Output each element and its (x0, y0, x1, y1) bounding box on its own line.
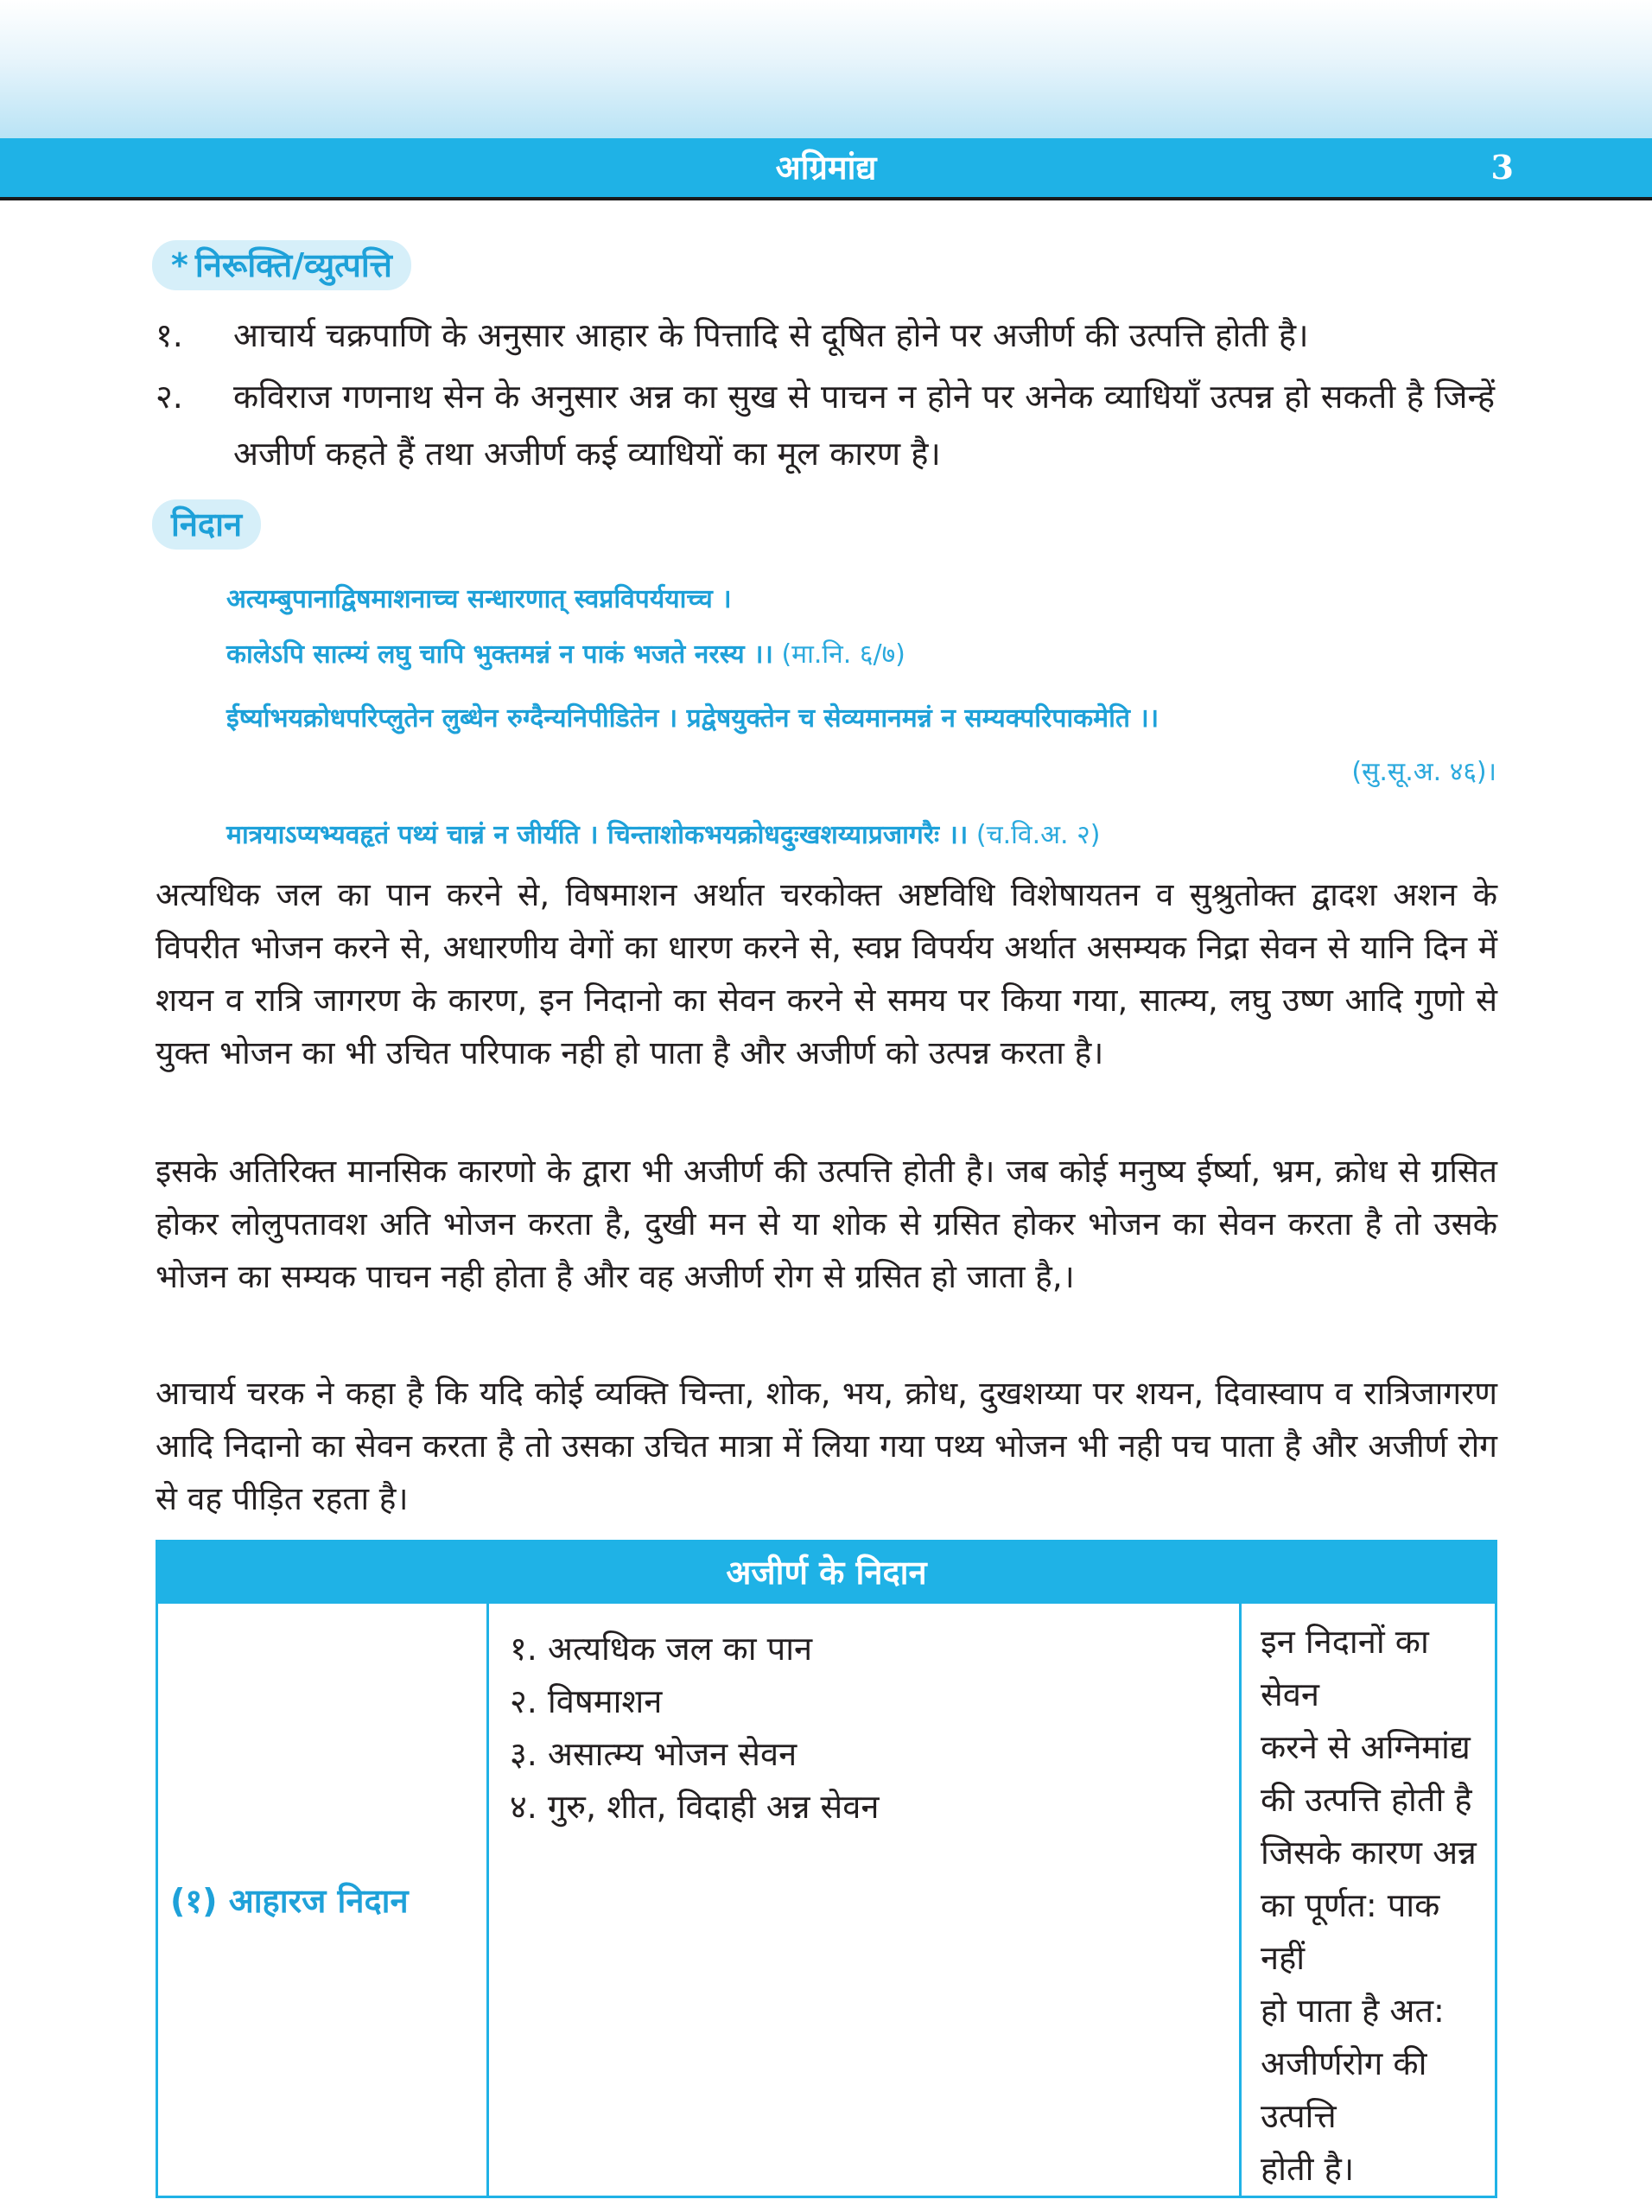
body-paragraph: आचार्य चरक ने कहा है कि यदि कोई व्यक्ति चिन्ता, शोक, भय, क्रोध, दुखशय्या पर शयन, दिवास्वाप व रात्रिजागरण आदि निदानो का सेवन करता है तो उसका उचित मात्रा में लिया गया पथ्य भोजन भी नही पच पाता है और अजीर्ण रोग से वह पीड़ित रहता है। (156, 1375, 1497, 1517)
table-category-cell: (१) आहारज निदान (157, 1603, 488, 2197)
list-text: आचार्य चक्रपाणि के अनुसार आहार के पित्तादि से दूषित होने पर अजीर्ण की उत्पत्ति होती है। (233, 316, 1309, 354)
verse-text: कालेऽपि सात्म्यं लघु चापि भुक्तमन्नं न पाकं भजते नरस्य ।। (226, 639, 773, 670)
verse-text: ईर्ष्याभयक्रोधपरिप्लुतेन लुब्धेन रुग्दैन्यनिपीडितेन । प्रद्वेषयुक्तेन च सेव्यमानमन्नं न सम्यक्परिपाकमेति ।। (226, 703, 1160, 734)
sanskrit-verse (226, 817, 1100, 855)
table-row (157, 1603, 1496, 2197)
verse-text: अत्यम्बुपानाद्विषमाशनाच्च सन्धारणात् स्वप्नविपर्ययाच्च । (226, 584, 732, 614)
table-note-line: इन निदानों का सेवन (1261, 1623, 1429, 1713)
page-top-gradient (0, 0, 1652, 138)
table-list-item: ४. गुरु, शीत, विदाही अन्न सेवन (510, 1788, 880, 1826)
table-header-row (157, 1541, 1496, 1603)
body-paragraph: अत्यधिक जल का पान करने से, विषमाशन अर्थात चरकोक्त अष्टविधि विशेषायतन व सुश्रुतोक्त द्वादश अशन के विपरीत भोजन करने से, अधारणीय वेगों का धारण करने से, स्वप्न विपर्यय अर्थात असम्यक निद्रा सेवन से यानि दिन में शयन व रात्रि जागरण के कारण, इन निदानो का सेवन करने से समय पर किया गया, सात्म्य, लघु उष्ण आदि गुणो से युक्त भोजन का भी उचित परिपाक नही हो पाता है और अजीर्ण को उत्पन्न करता है। (156, 876, 1497, 1071)
table-note-line: की उत्पत्ति होती है (1261, 1781, 1472, 1819)
section-heading-nirukti (152, 240, 411, 290)
header-bar (0, 138, 1652, 200)
verse-reference: (मा.नि. ६/७) (781, 639, 905, 670)
table-note-line: जिसके कारण अन्न (1261, 1834, 1477, 1872)
list-text: कविराज गणनाथ सेन के अनुसार अन्न का सुख से पाचन न होने पर अनेक व्याधियाँ उत्पन्न हो सकती है जिन्हें अजीर्ण कहते हैं तथा अजीर्ण कई व्याधियों का मूल कारण है। (233, 378, 1495, 473)
section-heading-label: निरूक्ति/व्युत्पत्ति (194, 246, 392, 284)
verse-text: मात्रयाऽप्यभ्यवहृतं पथ्यं चान्नं न जीर्यति । चिन्ताशोकभयक्रोधदुःखशय्याप्रजागरैः ।। (226, 820, 969, 850)
table-note-line: का पूर्णत: पाक नहीं (1261, 1886, 1440, 1977)
sanskrit-verse (226, 636, 905, 674)
table-list-item: १. अत्यधिक जल का पान (510, 1630, 813, 1668)
sanskrit-verse (226, 700, 1159, 738)
table-note-line: अजीर्णरोग की उत्पत्ति (1261, 2044, 1427, 2135)
verse-reference: (च.वि.अ. २) (975, 820, 1101, 850)
table-title: अजीर्ण के निदान (157, 1541, 1496, 1603)
sanskrit-verse (226, 581, 732, 619)
list-number: १. (156, 316, 183, 354)
body-paragraph: इसके अतिरिक्त मानसिक कारणो के द्वारा भी अजीर्ण की उत्पत्ति होती है। जब कोई मनुष्य ईर्ष्या, भ्रम, क्रोध से ग्रसित होकर लोलुपतावश अति भोजन करता है, दुखी मन से या शोक से ग्रसित होकर भोजन का सेवन करता है तो उसके भोजन का सम्यक पाचन नही होता है और वह अजीर्ण रोग से ग्रसित हो जाता है,। (156, 1153, 1497, 1295)
page-number: 3 (1490, 148, 1514, 187)
asterisk-icon: * (171, 246, 188, 284)
table-note-line: होती है। (1261, 2150, 1355, 2188)
table-list-item: २. विषमाशन (510, 1682, 663, 1720)
table-items-cell (488, 1603, 1241, 2197)
chapter-title: अग्रिमांद्य (775, 149, 877, 187)
table-note-cell (1241, 1603, 1496, 2197)
nidan-table (156, 1540, 1497, 2198)
verse-reference: (सु.सू.अ. ४६)। (1351, 757, 1496, 787)
table-note-line: करने से अग्निमांद्य (1261, 1728, 1471, 1766)
section-heading-label: निदान (171, 505, 243, 543)
list-number: २. (156, 378, 183, 416)
table-list-item: ३. असात्म्य भोजन सेवन (510, 1735, 797, 1773)
table-note-line: हो पाता है अत: (1261, 1992, 1445, 2030)
section-heading-nidan (152, 499, 261, 550)
